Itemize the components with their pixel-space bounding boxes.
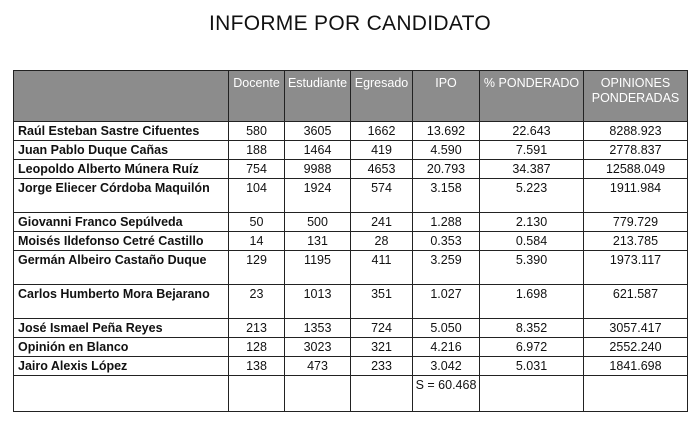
egresado-cell: 411 [351,251,413,285]
estudiante-cell: 1195 [285,251,351,285]
header-opiniones: OPINIONES PONDERADAS [584,71,688,122]
table-row [14,285,688,319]
docente-cell: 580 [229,122,285,141]
docente-cell: 128 [229,338,285,357]
ipo-cell: 4.216 [413,338,480,357]
header-ipo: IPO [413,71,480,122]
empty-cell [285,376,351,412]
ipo-cell: 13.692 [413,122,480,141]
table-row [14,357,688,376]
estudiante-cell: 1464 [285,141,351,160]
ponderado-cell: 22.643 [480,122,584,141]
table-row [14,141,688,160]
ipo-cell: 3.042 [413,357,480,376]
candidate-name: Jairo Alexis López [14,357,229,376]
ipo-cell: 20.793 [413,160,480,179]
estudiante-cell: 9988 [285,160,351,179]
ponderado-cell: 34.387 [480,160,584,179]
ipo-cell: 3.158 [413,179,480,213]
header-estudiante: Estudiante [285,71,351,122]
estudiante-cell: 473 [285,357,351,376]
header-row [14,71,688,122]
header-ponderado: % PONDERADO [480,71,584,122]
empty-cell [14,376,229,412]
table-row [14,319,688,338]
table-row [14,232,688,251]
opiniones-cell: 3057.417 [584,319,688,338]
ponderado-cell: 6.972 [480,338,584,357]
opiniones-cell: 1973.117 [584,251,688,285]
table-row [14,251,688,285]
estudiante-cell: 3605 [285,122,351,141]
empty-cell [351,376,413,412]
estudiante-cell: 131 [285,232,351,251]
estudiante-cell: 1924 [285,179,351,213]
ipo-total-cell: S = 60.468 [413,376,480,412]
ipo-cell: 1.288 [413,213,480,232]
table-row [14,338,688,357]
docente-cell: 14 [229,232,285,251]
candidate-name: Moisés Ildefonso Cetré Castillo [14,232,229,251]
candidate-name: José Ismael Peña Reyes [14,319,229,338]
ponderado-cell: 0.584 [480,232,584,251]
ponderado-cell: 2.130 [480,213,584,232]
egresado-cell: 1662 [351,122,413,141]
opiniones-cell: 12588.049 [584,160,688,179]
opiniones-cell: 213.785 [584,232,688,251]
candidate-name: Jorge Eliecer Córdoba Maquilón [14,179,229,213]
empty-cell [480,376,584,412]
ipo-cell: 0.353 [413,232,480,251]
egresado-cell: 351 [351,285,413,319]
candidate-name: Juan Pablo Duque Cañas [14,141,229,160]
docente-cell: 23 [229,285,285,319]
opiniones-cell: 1841.698 [584,357,688,376]
candidate-name: Opinión en Blanco [14,338,229,357]
egresado-cell: 321 [351,338,413,357]
ipo-cell: 3.259 [413,251,480,285]
candidate-name: Raúl Esteban Sastre Cifuentes [14,122,229,141]
ponderado-cell: 8.352 [480,319,584,338]
header-candidate [14,71,229,122]
opiniones-cell: 2778.837 [584,141,688,160]
ipo-cell: 1.027 [413,285,480,319]
docente-cell: 213 [229,319,285,338]
estudiante-cell: 3023 [285,338,351,357]
candidate-name: Carlos Humberto Mora Bejarano [14,285,229,319]
egresado-cell: 28 [351,232,413,251]
ponderado-cell: 5.390 [480,251,584,285]
table-row [14,122,688,141]
estudiante-cell: 500 [285,213,351,232]
egresado-cell: 419 [351,141,413,160]
docente-cell: 104 [229,179,285,213]
opiniones-cell: 2552.240 [584,338,688,357]
docente-cell: 754 [229,160,285,179]
estudiante-cell: 1013 [285,285,351,319]
empty-cell [584,376,688,412]
opiniones-cell: 8288.923 [584,122,688,141]
opiniones-cell: 621.587 [584,285,688,319]
candidate-report-table [13,70,688,412]
ponderado-cell: 7.591 [480,141,584,160]
header-egresado: Egresado [351,71,413,122]
egresado-cell: 4653 [351,160,413,179]
egresado-cell: 233 [351,357,413,376]
egresado-cell: 724 [351,319,413,338]
ipo-cell: 5.050 [413,319,480,338]
ponderado-cell: 5.031 [480,357,584,376]
docente-cell: 129 [229,251,285,285]
candidate-name: Giovanni Franco Sepúlveda [14,213,229,232]
report-title: INFORME POR CANDIDATO [208,12,492,35]
ponderado-cell: 5.223 [480,179,584,213]
estudiante-cell: 1353 [285,319,351,338]
egresado-cell: 241 [351,213,413,232]
opiniones-cell: 1911.984 [584,179,688,213]
table-row [14,213,688,232]
header-docente: Docente [229,71,285,122]
table-row [14,179,688,213]
docente-cell: 188 [229,141,285,160]
egresado-cell: 574 [351,179,413,213]
ipo-cell: 4.590 [413,141,480,160]
table-row [14,160,688,179]
opiniones-cell: 779.729 [584,213,688,232]
candidate-name: Germán Albeiro Castaño Duque [14,251,229,285]
docente-cell: 50 [229,213,285,232]
total-row [14,376,688,412]
docente-cell: 138 [229,357,285,376]
ponderado-cell: 1.698 [480,285,584,319]
empty-cell [229,376,285,412]
candidate-name: Leopoldo Alberto Múnera Ruíz [14,160,229,179]
